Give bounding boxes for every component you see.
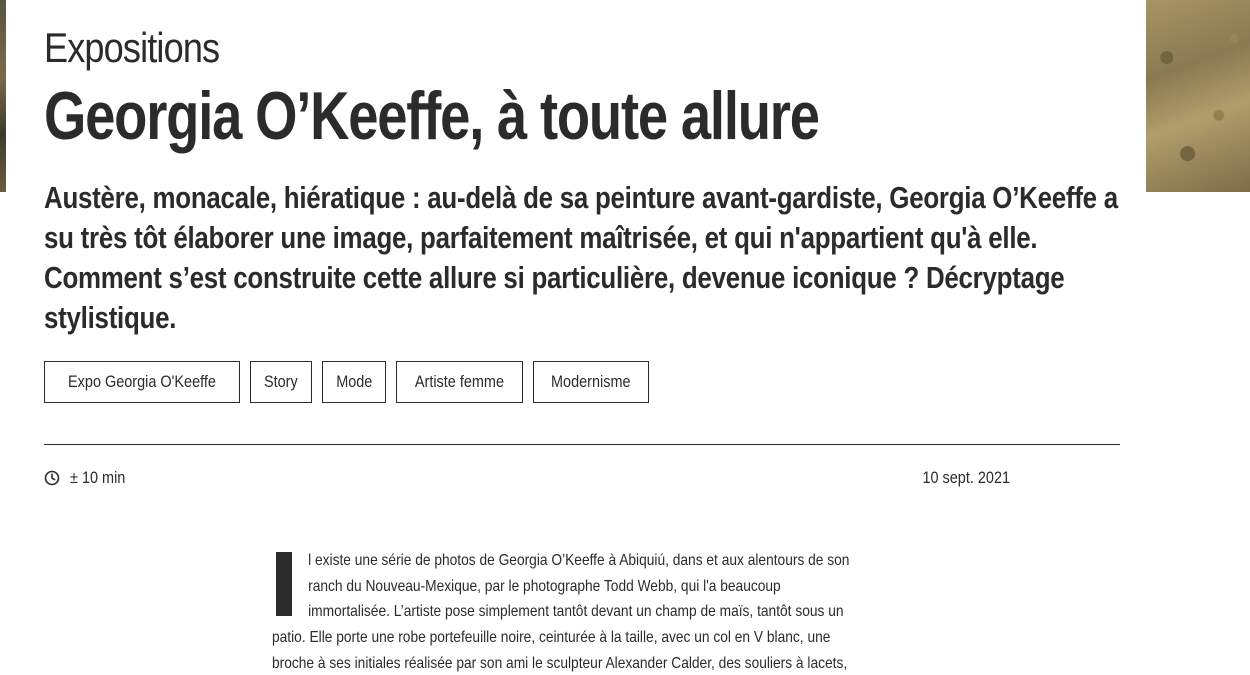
tag-story[interactable]: Story (250, 361, 312, 403)
publish-date: 10 sept. 2021 (922, 468, 1010, 487)
article-card (6, 0, 1146, 675)
page-title: Georgia O’Keeffe, à toute allure (44, 78, 819, 154)
tag-expo-georgia-okeeffe[interactable]: Expo Georgia O'Keeffe (44, 361, 240, 403)
article-line: l existe une série de photos de Georgia O’Keeffe à Abiquiú, dans et aux alentours de son (308, 552, 850, 569)
article-line: immortalisée. L’artiste pose simplement tantôt devant un champ de maïs, tantôt sous un (308, 603, 844, 621)
tag-mode[interactable]: Mode (322, 361, 387, 403)
tag-list (44, 361, 649, 403)
reading-time-label: ± 10 min (70, 468, 126, 487)
tag-artiste-femme[interactable]: Artiste femme (396, 361, 523, 403)
article-line: patio. Elle porte une robe portefeuille noire, ceinturée à la taille, avec un col en V blanc, une (272, 629, 831, 647)
article-lede: Austère, monacale, hiératique : au-delà de sa peinture avant-gardiste, Georgia O’Keeffe a su très tôt élaborer une image, parfaitement maîtrisée, et qui n'appartient qu'à elle. Comment s’est construite cette allure si particulière, devenue iconique ? Décryptage stylistique. (44, 180, 1118, 335)
article-line: broche à ses initiales réalisée par son ami le sculpteur Alexander Calder, des souliers à lacets, (272, 654, 848, 672)
reading-time (44, 468, 135, 488)
article-line: ranch du Nouveau-Mexique, par le photographe Todd Webb, qui l'a beaucoup (308, 577, 781, 595)
clock-icon (44, 470, 60, 486)
divider (44, 444, 1120, 445)
section-kicker[interactable]: Expositions (44, 24, 220, 71)
tag-modernisme[interactable]: Modernisme (533, 361, 649, 403)
article-body (272, 548, 894, 675)
background-photo-right (1146, 0, 1250, 192)
